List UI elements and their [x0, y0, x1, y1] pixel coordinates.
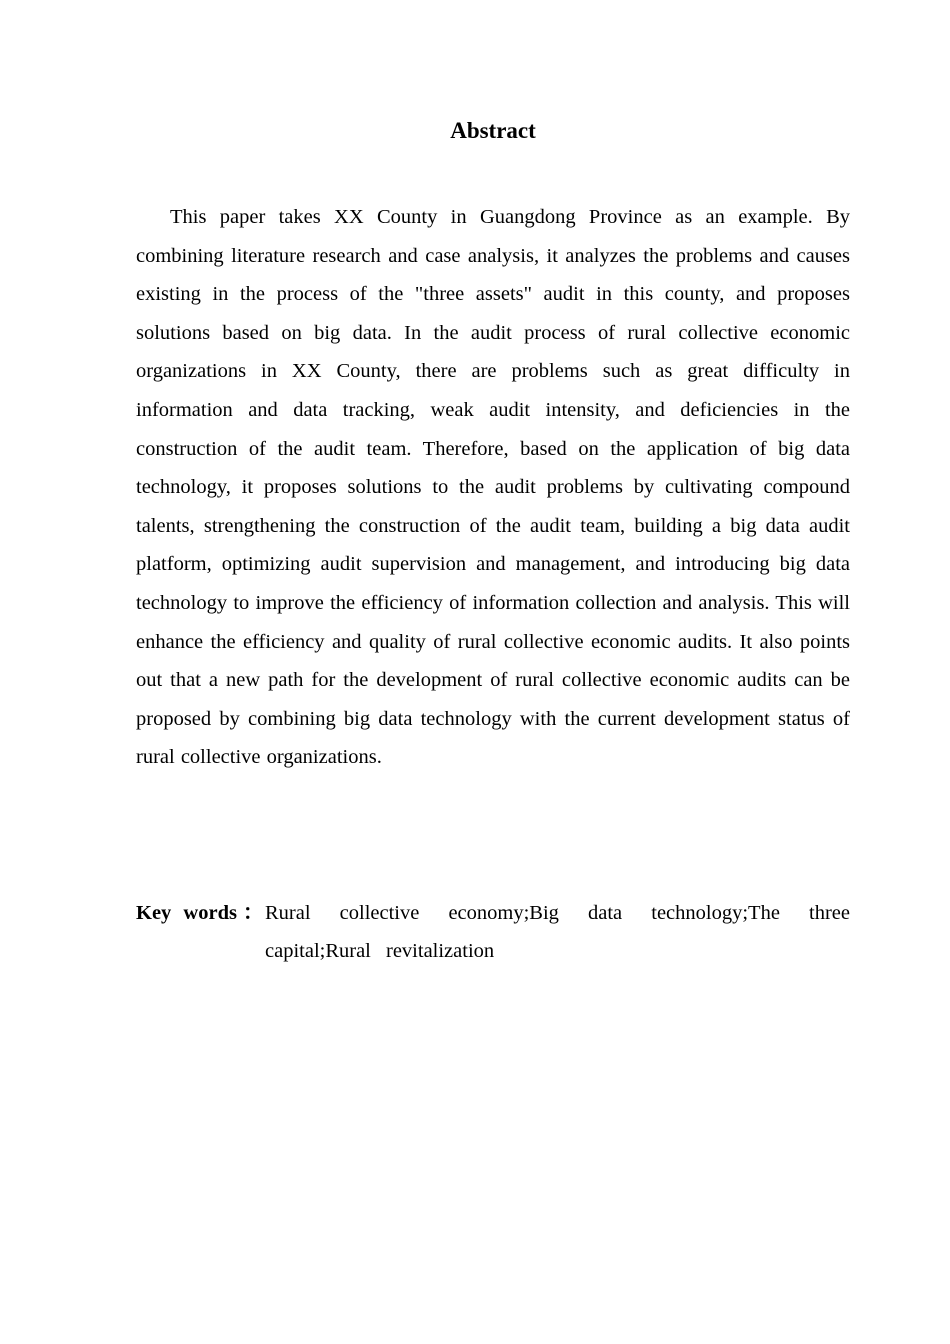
keywords-list: Rural collective economy;Big data technology;The three capital;Rural revitalization: [265, 902, 850, 962]
keywords-colon: ：: [242, 902, 264, 924]
keywords-label-group: [136, 894, 265, 970]
keywords-label: Key words: [136, 902, 237, 924]
keywords-section: [136, 894, 850, 970]
page-title: Abstract: [450, 118, 536, 143]
abstract-paragraph: This paper takes XX County in Guangdong Province as an example. By combining literature research and case analysis, it analyzes the problems and causes existing in the process of the "three assets" audit in this county, and proposes solutions based on big data. In the audit process of rural collective economic organizations in XX County, there are problems such as great difficulty in information and data tracking, weak audit intensity, and deficiencies in the construction of the audit team. Therefore, based on the application of big data technology, it proposes solutions to the audit problems by cultivating compound talents, strengthening the construction of the audit team, building a big data audit platform, optimizing audit supervision and management, and introducing big data technology to improve the efficiency of information collection and analysis. This will enhance the efficiency and quality of rural collective economic audits. It also points out that a new path for the development of rural collective economic audits can be proposed by combining big data technology with the current development status of rural collective organizations.: [136, 206, 850, 769]
